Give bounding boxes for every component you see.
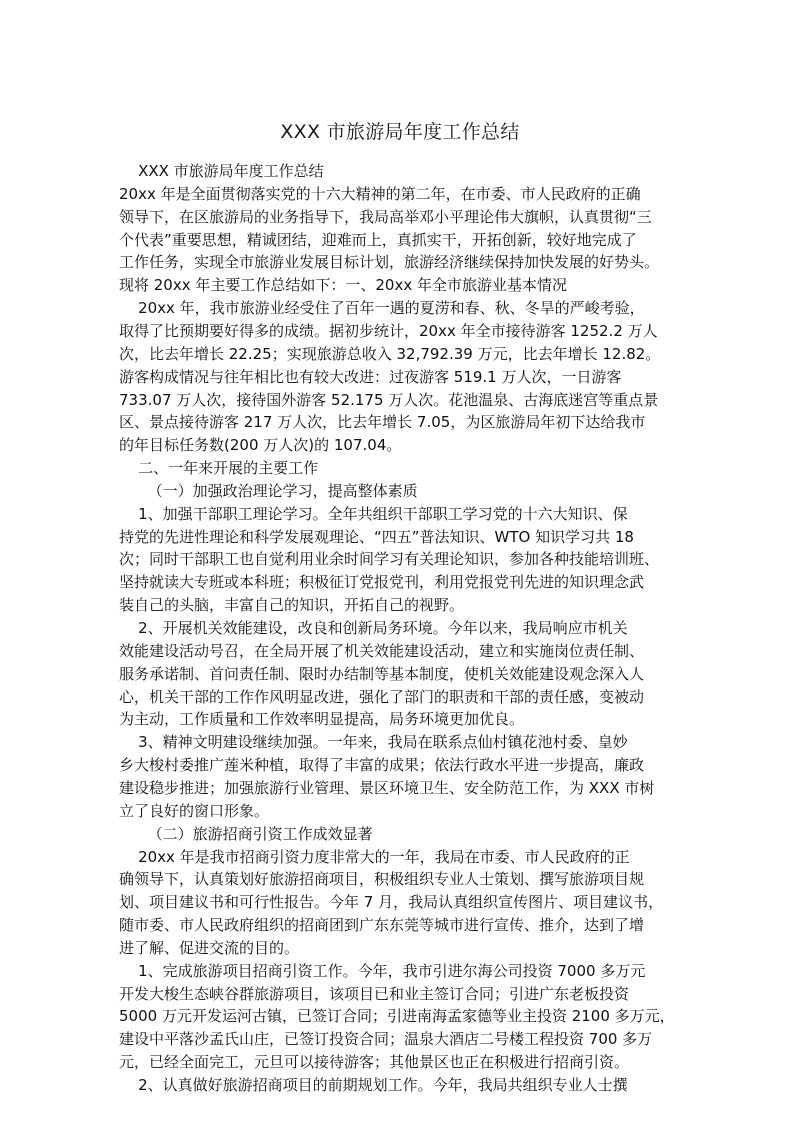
body-line: 坚持就读大专班或本科班；积极征订党报党刊，利用党报党刊先进的知识理念武 bbox=[119, 573, 645, 592]
body-line: 确领导下，认真策划好旅游招商项目，积极组织专业人士策划、撰写旅游项目规 bbox=[119, 870, 645, 889]
body-line: 开发大梭生态峡谷群旅游项目，该项目已和业主签订合同；引进广东老板投资 bbox=[119, 984, 630, 1003]
body-line: 游客构成情况与往年相比也有较大改进：过夜游客 519.1 万人次，一日游客 bbox=[119, 367, 622, 386]
body-line: 1、加强干部职工理论学习。全年共组织干部职工学习党的十六大知识、保 bbox=[119, 504, 628, 523]
body-line: 建设稳步推进；加强旅游行业管理、景区环境卫生、安全防范工作，为 XXX 市树 bbox=[119, 778, 655, 797]
body-line: 3、精神文明建设继续加强。一年来，我局在联系点仙村镇花池村委、皇妙 bbox=[119, 733, 628, 752]
body-line: 二、一年来开展的主要工作 bbox=[119, 459, 319, 478]
body-line: 立了良好的窗口形象。 bbox=[119, 801, 270, 820]
body-line: 20xx 年是我市招商引资力度非常大的一年，我局在市委、市人民政府的正 bbox=[119, 847, 630, 866]
body-line: 建设中平落沙孟氏山庄，已签订投资合同；温泉大酒店二号楼工程投资 700 多万 bbox=[119, 1030, 653, 1049]
body-line: 进了解、促进交流的目的。 bbox=[119, 938, 300, 957]
body-line: 5000 万元开发运河古镇，已签订合同；引进南海孟家德等业主投资 2100 多万元， bbox=[119, 1007, 675, 1026]
body-line: 划、项目建议书和可行性报告。今年 7 月，我局认真组织宣传图片、项目建议书， bbox=[119, 893, 664, 912]
body-line: 个代表”重要思想，精诚团结，迎难而上，真抓实干，开拓创新，较好地完成了 bbox=[119, 230, 637, 249]
body-line: 20xx 年，我市旅游业经受住了百年一遇的夏涝和春、秋、冬旱的严峻考验， bbox=[119, 299, 645, 318]
body-line: 取得了比预期要好得多的成绩。据初步统计，20xx 年全市接待游客 1252.2 万人 bbox=[119, 321, 658, 340]
body-line: 随市委、市人民政府组织的招商团到广东东莞等城市进行宣传、推介，达到了增 bbox=[119, 916, 645, 935]
body-line: 为主动，工作质量和工作效率明显提高，局务环境更加优良。 bbox=[119, 710, 525, 729]
body-line: 次；同时干部职工也自觉利用业余时间学习有关理论知识，参加各种技能培训班、 bbox=[119, 550, 660, 569]
body-line: 2、认真做好旅游招商项目的前期规划工作。今年，我局共组织专业人士撰 bbox=[119, 1076, 628, 1094]
body-line: 20xx 年是全面贯彻落实党的十六大精神的第二年，在市委、市人民政府的正确 bbox=[119, 184, 641, 203]
body-line: 心，机关干部的工作作风明显改进，强化了部门的职责和干部的责任感，变被动 bbox=[119, 687, 645, 706]
body-line: XXX 市旅游局年度工作总结 bbox=[119, 162, 324, 180]
document-title: XXX 市旅游局年度工作总结 bbox=[280, 121, 520, 143]
body-line: 次，比去年增长 22.25；实现旅游总收入 32,792.39 万元，比去年增长 12.82。 bbox=[119, 344, 661, 363]
body-line: 效能建设活动号召，在全局开展了机关效能建设活动，建立和实施岗位责任制、 bbox=[119, 641, 645, 660]
body-line: 元，已经全面完工，元旦可以接待游客；其他景区也正在积极进行招商引资。 bbox=[119, 1053, 630, 1072]
body-line: 的年目标任务数(200 万人次)的 107.04。 bbox=[119, 436, 402, 455]
body-line: （二）旅游招商引资工作成效显著 bbox=[119, 824, 373, 843]
body-line: 服务承诺制、首问责任制、限时办结制等基本制度，使机关效能建设观念深入人 bbox=[119, 664, 645, 683]
body-line: 区、景点接待游客 217 万人次，比去年增长 7.05，为区旅游局年初下达给我市 bbox=[119, 413, 646, 432]
body-line: 装自己的头脑，丰富自己的知识，开拓自己的视野。 bbox=[119, 596, 465, 615]
body-line: 现将 20xx 年主要工作总结如下：一、20xx 年全市旅游业基本情况 bbox=[119, 276, 567, 295]
body-line: 2、开展机关效能建设，改良和创新局务环境。今年以来，我局响应市机关 bbox=[119, 619, 628, 637]
body-line: 733.07 万人次，接待国外游客 52.175 万人次。花池温泉、古海底迷宫等重点景 bbox=[119, 390, 659, 409]
body-line: 持党的先进性理论和科学发展观理论、“四五”普法知识、WTO 知识学习共 18 bbox=[119, 527, 634, 546]
body-line: 工作任务，实现全市旅游业发展目标计划，旅游经济继续保持加快发展的好势头。 bbox=[119, 253, 660, 272]
body-line: 乡大梭村委推广莲米种植，取得了丰富的成果；依法行政水平进一步提高，廉政 bbox=[119, 756, 645, 775]
body-line: 1、完成旅游项目招商引资工作。今年，我市引进尔海公司投资 7000 多万元 bbox=[119, 961, 646, 980]
body-line: （一）加强政治理论学习，提高整体素质 bbox=[119, 481, 418, 500]
body-line: 领导下，在区旅游局的业务指导下，我局高举邓小平理论伟大旗帜，认真贯彻“三 bbox=[119, 207, 652, 226]
